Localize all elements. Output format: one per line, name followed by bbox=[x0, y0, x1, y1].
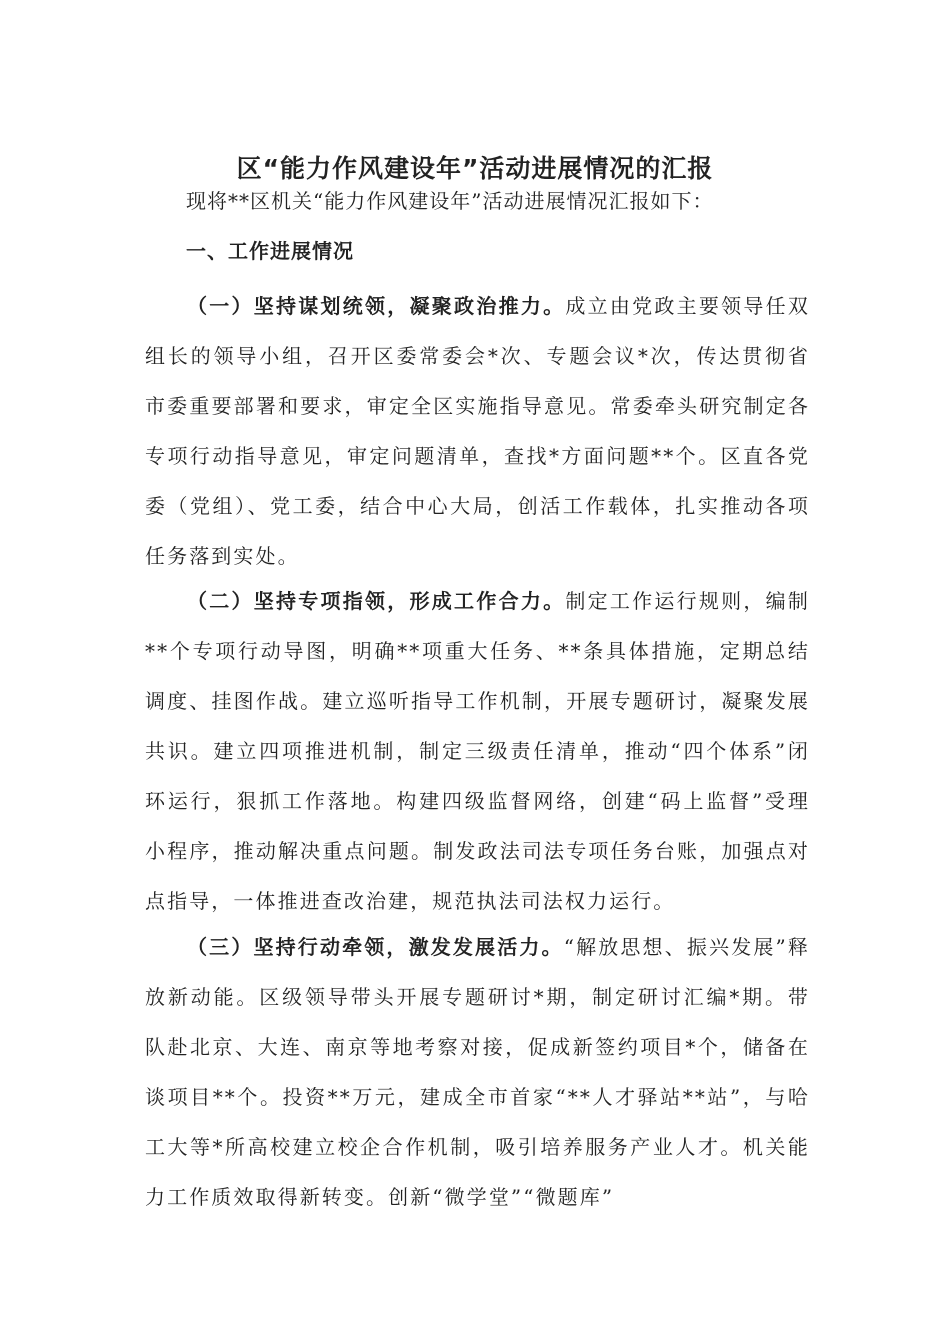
document-title: 区“能力作风建设年”活动进展情况的汇报 bbox=[236, 153, 714, 183]
paragraph-1 bbox=[145, 281, 810, 581]
intro-line: 现将**区机关“能力作风建设年”活动进展情况汇报如下： bbox=[186, 189, 714, 213]
paragraph-3-lead: （三）坚持行动牵领，激发发展活力。 bbox=[187, 935, 564, 959]
paragraph-2-lead: （二）坚持专项指领，形成工作合力。 bbox=[187, 589, 566, 613]
paragraph-3 bbox=[145, 922, 810, 1222]
paragraph-2 bbox=[145, 576, 810, 926]
paragraph-1-lead: （一）坚持谋划统领，凝聚政治推力。 bbox=[187, 294, 566, 318]
paragraph-2-body: 制定工作运行规则，编制**个专项行动导图，明确**项重大任务、**条具体措施，定期总结调度、挂图作战。建立巡听指导工作机制，开展专题研讨，凝聚发展共识。建立四项推进机制，制定三级责任清单，推动“四个体系”闭环运行，狠抓工作落地。构建四级监督网络，创建“码上监督”受理小程序，推动解决重点问题。制发政法司法专项任务台账，加强点对点指导，一体推进查改治建，规范执法司法权力运行。 bbox=[145, 589, 810, 913]
paragraph-3-body: “解放思想、振兴发展”释放新动能。区级领导带头开展专题研讨*期，制定研讨汇编*期。带队赴北京、大连、南京等地考察对接，促成新签约项目*个，储备在谈项目**个。投资**万元，建成全市首家“**人才驿站**站”，与哈工大等*所高校建立校企合作机制，吸引培养服务产业人才。机关能力工作质效取得新转变。创新“微学堂”“微题库” bbox=[145, 935, 810, 1209]
paragraph-1-body: 成立由党政主要领导任双组长的领导小组，召开区委常委会*次、专题会议*次，传达贯彻省市委重要部署和要求，审定全区实施指导意见。常委牵头研究制定各专项行动指导意见，审定问题清单，查找*方面问题**个。区直各党委（党组）、党工委，结合中心大局，创活工作载体，扎实推动各项任务落到实处。 bbox=[145, 294, 810, 568]
section-heading: 一、工作进展情况 bbox=[186, 239, 354, 263]
